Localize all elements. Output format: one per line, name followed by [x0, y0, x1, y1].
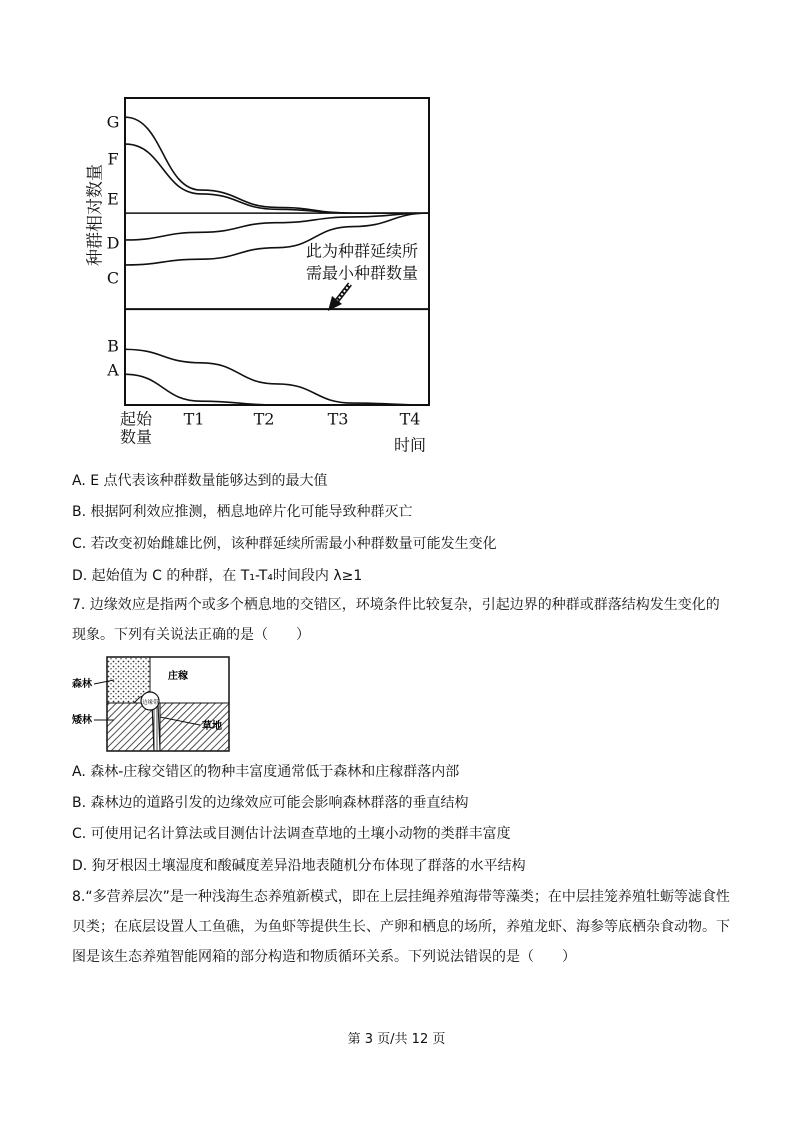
q6-option-d: D. 起始值为 C 的种群，在 T₁-T₄时间段内 λ≥1 [72, 568, 363, 584]
chart-curves [125, 117, 429, 405]
y-level-label: E [107, 189, 119, 209]
curve-D [125, 213, 429, 240]
x-tick-label: 数量 [119, 427, 153, 447]
annotation-text: 需最小种群数量 [305, 263, 419, 283]
q6-option-a: A. E 点代表该种群数量能够达到的最大值 [72, 473, 328, 489]
x-tick-label: T4 [399, 409, 421, 429]
x-tick-labels [120, 410, 426, 455]
population-chart [0, 0, 793, 470]
y-level-label: F [107, 149, 119, 169]
y-level-label: A [107, 360, 119, 380]
curve-B [125, 349, 429, 405]
y-level-label: D [106, 233, 120, 253]
y-level-label: B [107, 336, 119, 356]
q7-option-d: D. 狗牙根因土壤湿度和酸碱度差异沿地表随机分布体现了群落的水平结构 [72, 858, 526, 874]
x-tick-label: T1 [183, 409, 205, 429]
q6-option-b: B. 根据阿利效应推测，栖息地碎片化可能导致种群灭亡 [72, 504, 413, 520]
q7-option-a: A. 森林-庄稼交错区的物种丰富度通常低于森林和庄稼群落内部 [72, 764, 460, 780]
diagram-label-crop: 庄稼 [168, 671, 188, 682]
diagram-label-grass: 草地 [202, 721, 222, 732]
annotation-text: 此为种群延续所 [305, 241, 419, 261]
x-tick-label: 时间 [393, 435, 427, 455]
curve-G [125, 117, 429, 213]
diagram-label-shrub: 矮林 [72, 715, 92, 726]
q7-stem: 7. 边缘效应是指两个或多个栖息地的交错区，环境条件比较复杂，引起边界的种群或群落结构发生变化的现象。下列有关说法正确的是（ ） [72, 597, 720, 643]
curve-F [125, 144, 429, 213]
threshold-annotation [306, 242, 418, 283]
y-level-labels [106, 113, 119, 380]
y-level-label: G [106, 112, 120, 132]
edge-effect-diagram [72, 655, 232, 755]
x-tick-label: T2 [253, 409, 275, 429]
q6-option-c: C. 若改变初始雌雄比例，该种群延续所需最小种群数量可能发生变化 [72, 536, 497, 552]
page-footer: 第 3 页/共 12 页 [347, 1032, 446, 1047]
q7-option-b: B. 森林边的道路引发的边缘效应可能会影响森林群落的垂直结构 [72, 795, 469, 811]
x-tick-label: T3 [327, 409, 349, 429]
arrow-shaft [336, 284, 350, 302]
q7-option-c: C. 可使用记名计算法或目测估计法调查草地的土壤小动物的类群丰富度 [72, 826, 511, 842]
curve-A [125, 374, 429, 405]
x-tick-label: 起始 [119, 409, 153, 429]
diagram-label-forest: 森林 [72, 679, 92, 690]
y-level-label: C [106, 268, 120, 288]
diagram-label-edge: 边缘带 [142, 700, 159, 706]
y-axis-label: 种群相对数量 [85, 164, 106, 266]
q8-stem: 8.“多营养层次”是一种浅海生态养殖新模式，即在上层挂绳养殖海带等藻类；在中层挂笼养殖牡蛎等滤食性贝类；在底层设置人工鱼礁，为鱼虾等提供生长、产卵和栖息的场所，养殖龙虾、海参等底栖杂食动物。下图是该生态养殖智能网箱的部分构造和物质循环关系。下列说法错误的是（ ） [72, 889, 730, 965]
annotation-arrow [328, 284, 350, 311]
